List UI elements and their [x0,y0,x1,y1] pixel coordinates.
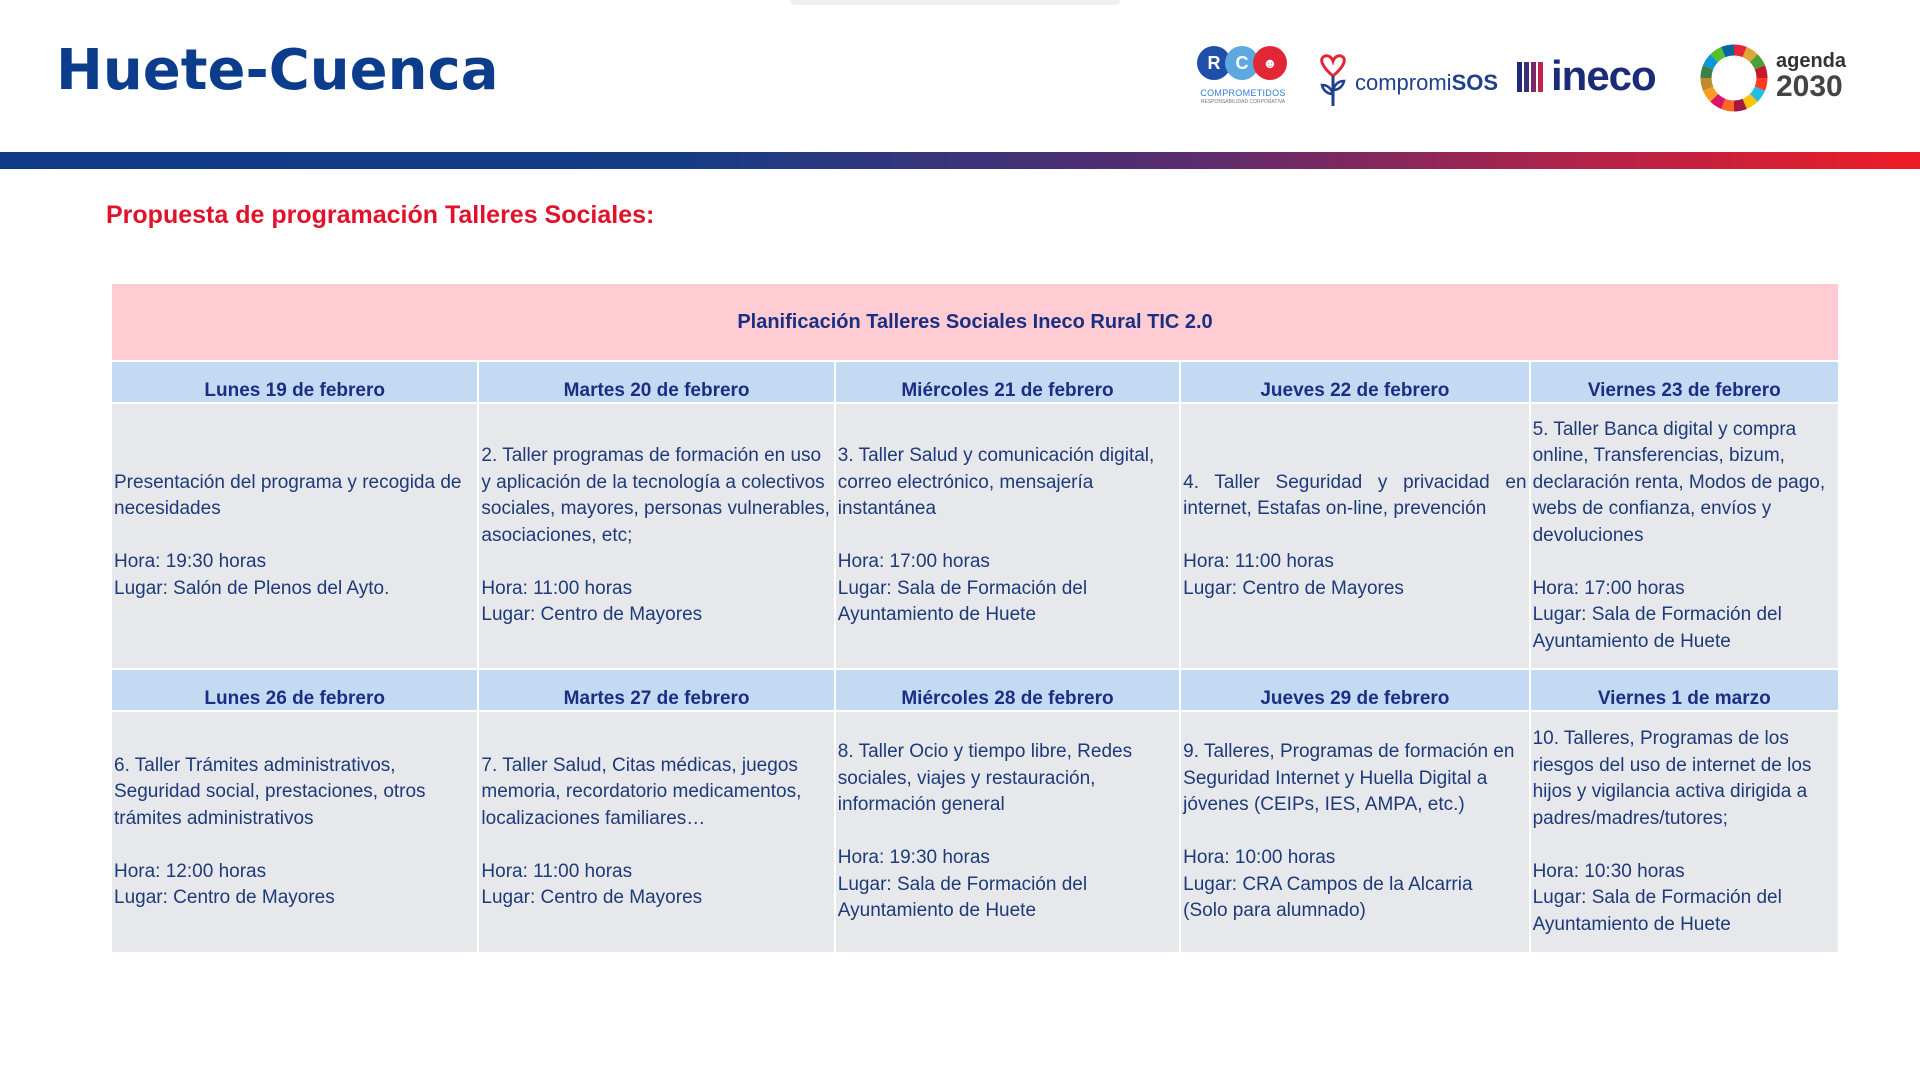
workshop-location: Lugar: CRA Campos de la Alcarria [1183,873,1473,895]
workshop-cell [836,404,1179,668]
workshop-location: Lugar: Centro de Mayores [1183,577,1404,599]
workshop-title: 10. Talleres, Programas de los riesgos del uso de internet de los hijos y vigilancia activa dirigida a padres/madres/tutores; [1532,728,1812,829]
workshop-title: 4. Taller Seguridad y privacidad en internet, Estafas on-line, prevención [1183,471,1527,520]
workshop-cell [479,712,833,952]
top-tab-decoration [790,0,1120,5]
workshop-title: 2. Taller programas de formación en uso y aplicación de la tecnología a colectivos sociales, mayores, personas vulnerables, asociaciones, etc; [481,445,830,546]
sponsor-logos [1195,44,1855,114]
workshop-cell [1181,404,1528,668]
agenda-year: 2030 [1776,70,1843,103]
rc-comprometidos-logo [1195,46,1291,110]
ineco-text: ineco [1551,52,1656,99]
workshop-location: Lugar: Sala de Formación del Ayuntamiento de Huete [1532,887,1782,935]
workshop-location: Lugar: Sala de Formación del Ayuntamiento de Huete [837,577,1088,626]
workshop-time: Hora: 17:00 horas [1532,577,1685,599]
day-header: Miércoles 21 de febrero [836,362,1179,402]
workshop-location: Lugar: Sala de Formación del Ayuntamiento de Huete [837,873,1088,922]
rc-logo-subtext: RESPONSABILIDAD CORPORATIVA [1200,99,1286,105]
workshop-cell [112,712,477,952]
comprosos-text: compromiSOS [1355,70,1499,95]
day-header: Jueves 29 de febrero [1181,670,1528,710]
workshop-time: Hora: 11:00 horas [481,860,633,882]
workshop-location: Lugar: Centro de Mayores [481,604,703,626]
workshop-cell [1531,404,1838,668]
workshop-time: Hora: 10:00 horas [1183,847,1336,869]
page-header [0,0,1920,152]
page-title: Huete-Cuenca [56,38,499,103]
workshop-cell [1531,712,1838,952]
workshop-cell [112,404,477,668]
workshop-time: Hora: 19:30 horas [114,551,267,573]
workshop-time: Hora: 10:30 horas [1532,860,1685,882]
ineco-bars-icon [1517,62,1549,92]
comprosos-logo [1317,54,1499,108]
day-header: Lunes 26 de febrero [112,670,477,710]
rc-logo-text: COMPROMETIDOS [1200,88,1286,98]
workshop-time: Hora: 19:30 horas [837,847,990,869]
ineco-logo [1517,52,1656,99]
workshop-time: Hora: 11:00 horas [481,577,633,599]
workshop-title: 6. Taller Trámites administrativos, Seguridad social, prestaciones, otros trámites administrativos [114,754,426,829]
workshop-location: Lugar: Centro de Mayores [481,887,703,908]
workshop-time: Hora: 17:00 horas [837,551,990,573]
people-icon: ☻ [1253,46,1287,80]
day-header: Viernes 1 de marzo [1531,670,1838,710]
rc-c-circle: C [1225,46,1259,80]
workshop-location: Lugar: Salón de Plenos del Ayto. [114,577,390,599]
agenda-text: agenda [1776,50,1847,72]
day-header: Martes 27 de febrero [479,670,833,710]
workshop-schedule-table [110,282,1840,954]
heart-flower-icon [1317,54,1349,108]
workshop-time: Hora: 11:00 horas [1183,551,1334,573]
workshop-title: 3. Taller Salud y comunicación digital, correo electrónico, mensajería instantánea [837,445,1155,520]
workshop-location: Lugar: Centro de Mayores [114,887,335,908]
day-header: Miércoles 28 de febrero [836,670,1179,710]
section-subtitle: Propuesta de programación Talleres Sociales: [106,201,655,229]
table-caption: Planificación Talleres Sociales Ineco Rural TIC 2.0 [112,284,1838,360]
workshop-location: Lugar: Sala de Formación del Ayuntamiento de Huete [1532,604,1782,652]
header-divider-bar [0,152,1920,169]
workshop-cell [1181,712,1528,952]
workshop-time: Hora: 12:00 horas [114,860,267,882]
day-header: Martes 20 de febrero [479,362,833,402]
workshop-title: 9. Talleres, Programas de formación en Seguridad Internet y Huella Digital a jóvenes (CEIPs, IES, AMPA, etc.) [1183,741,1515,816]
workshop-title: Presentación del programa y recogida de necesidades [114,471,462,520]
day-header: Viernes 23 de febrero [1531,362,1838,402]
workshop-note: (Solo para alumnado) [1183,900,1366,922]
day-header: Jueves 22 de febrero [1181,362,1528,402]
agenda-2030-logo [1700,44,1850,114]
sdg-wheel-icon [1700,44,1768,112]
workshop-title: 5. Taller Banca digital y compra online, Transferencias, bizum, declaración renta, Modos de pago, webs de confianza, envíos y devoluciones [1532,418,1826,546]
workshop-cell [836,712,1179,952]
day-header: Lunes 19 de febrero [112,362,477,402]
workshop-title: 7. Taller Salud, Citas médicas, juegos memoria, recordatorio medicamentos, localizaciones familiares… [481,754,802,829]
rc-r-circle: R [1197,46,1231,80]
workshop-title: 8. Taller Ocio y tiempo libre, Redes sociales, viajes y restauración, información general [837,741,1133,816]
workshop-cell [479,404,833,668]
